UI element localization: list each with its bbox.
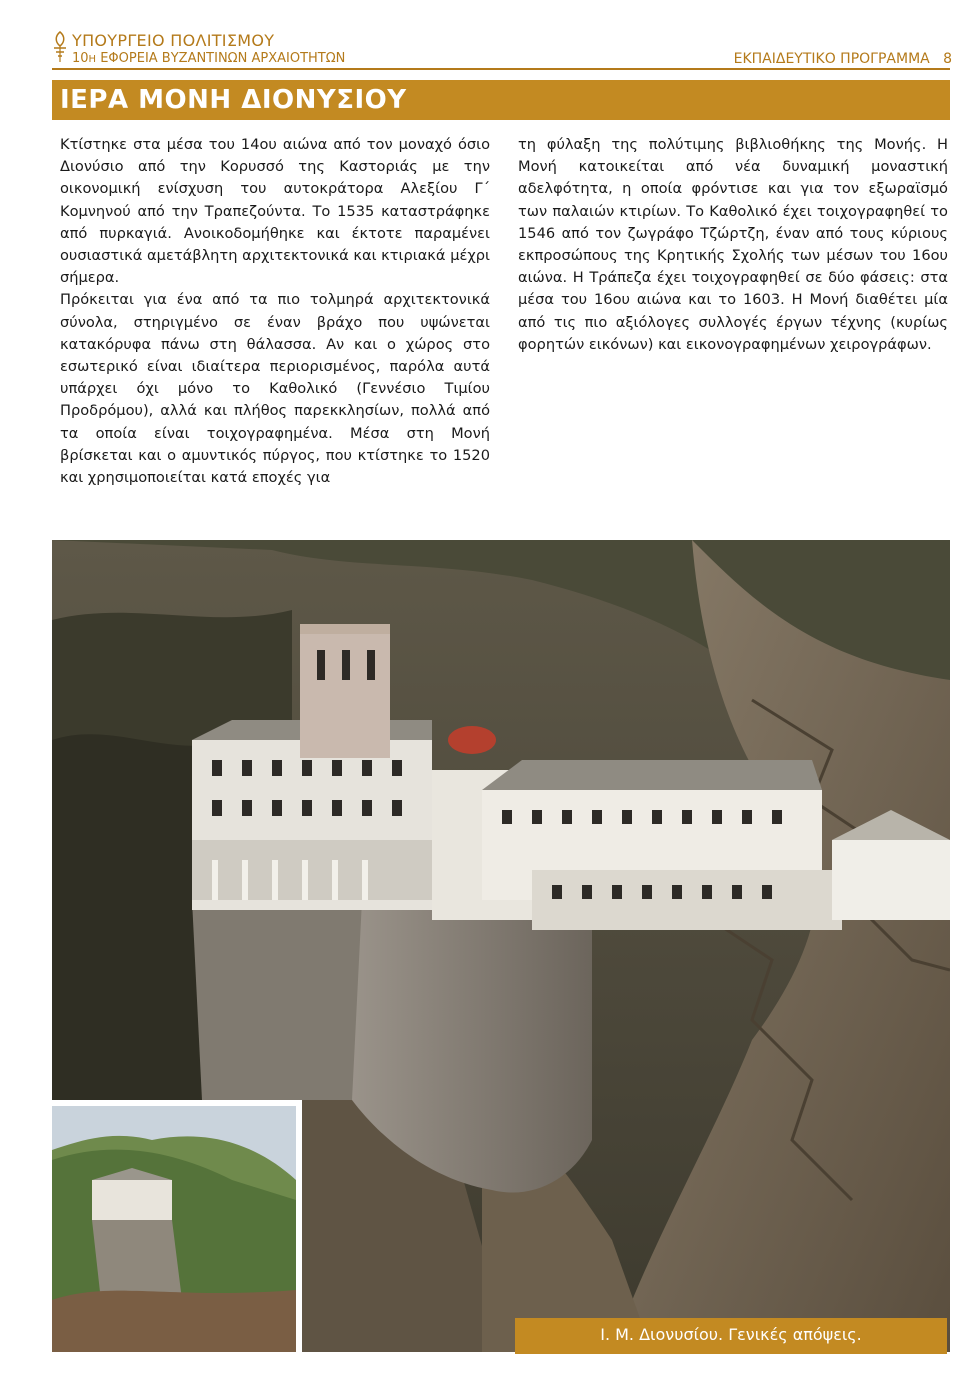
title-bar <box>52 80 950 120</box>
photo-caption: Ι. Μ. Διονυσίου. Γενικές απόψεις. <box>600 1325 862 1344</box>
header-rule <box>52 68 950 70</box>
paragraph: τη φύλαξη της πολύτιμης βιβλιοθήκης της Μονής. Η Μονή κατοικείται από νέα δυναμική μοναστική αδελφότητα, η οποία φρόντισε και για τον εξωραϊσμό των παλαιών κτιρίων. Το Καθολικό έχει τοιχογραφηθεί το 1546 από τον ζωγράφο Τζώρτζη, έναν από τους κύριους εκπροσώπους της Κρητικής Σχολής των μέσων του 16ου αιώνα. Η Τράπεζα έχει τοιχογραφηθεί σε δύο φάσεις: στα μέσα του 16ου αιώνα και το 1603. Η Μονή διαθέτει μία από τις πιο αξιόλογες συλλογές έργων τέχνης (κυρίως φορητών εικόνων) και εικονογραφημένων χειρογράφων. <box>518 136 948 353</box>
ephorate-name: 10Η ΕΦΟΡΕΙΑ ΒΥΖΑΝΤΙΝΩΝ ΑΡΧΑΙΟΤΗΤΩΝ <box>72 51 346 66</box>
program-label: ΕΚΠΑΙΔΕΥΤΙΚΟ ΠΡΟΓΡΑΜΜΑ 8 <box>733 51 952 67</box>
page-number: 8 <box>943 51 952 67</box>
page-header <box>52 30 952 70</box>
ministry-name: ΥΠΟΥΡΓΕΙΟ ΠΟΛΙΤΙΣΜΟΥ <box>72 31 275 50</box>
ministry-emblem-icon <box>52 30 68 64</box>
text-column-left <box>60 134 490 489</box>
monastery-photo <box>52 540 950 1352</box>
photo-caption-bar <box>515 1318 947 1354</box>
page-title: ΙΕΡΑ ΜΟΝΗ ΔΙΟΝΥΣΙΟΥ <box>60 85 407 115</box>
paragraph: Κτίστηκε στα μέσα του 14ου αιώνα από τον μοναχό όσιο Διονύσιο από την Κορυσσό της Καστοριάς με την οικονομική ενίσχυση του αυτοκράτορα Αλεξίου Γ΄ Κομνηνού από την Τραπεζούντα. Το 1535 καταστράφηκε από πυρκαγιά. Ανοικοδομήθηκε και έκτοτε παραμένει ουσιαστικά αμετάβλητη αρχιτεκτονικά και κτιριακά μέχρι σήμερα. <box>60 136 490 287</box>
paragraph: Πρόκειται για ένα από τα πιο τολμηρά αρχιτεκτονικά σύνολα, στηριγμένο σε έναν βράχο που υψώνεται κατακόρυφα πάνω στη θάλασσα. Αν και ο χώρος στο εσωτερικό είναι ιδιαίτερα περιορισμένος, παρόλα αυτά υπάρχει όχι μόνο το Καθολικό (Γεννέσιο Τιμίου Προδρόμου), αλλά και πλήθος παρεκκλησίων, πολλά από τα οποία είναι τοιχογραφημένα. Μέσα στη Μονή βρίσκεται και ο αμυντικός πύργος, που κτίστηκε το 1520 και χρησιμοποιείται κατά εποχές για <box>60 291 490 487</box>
text-column-right <box>518 134 948 356</box>
